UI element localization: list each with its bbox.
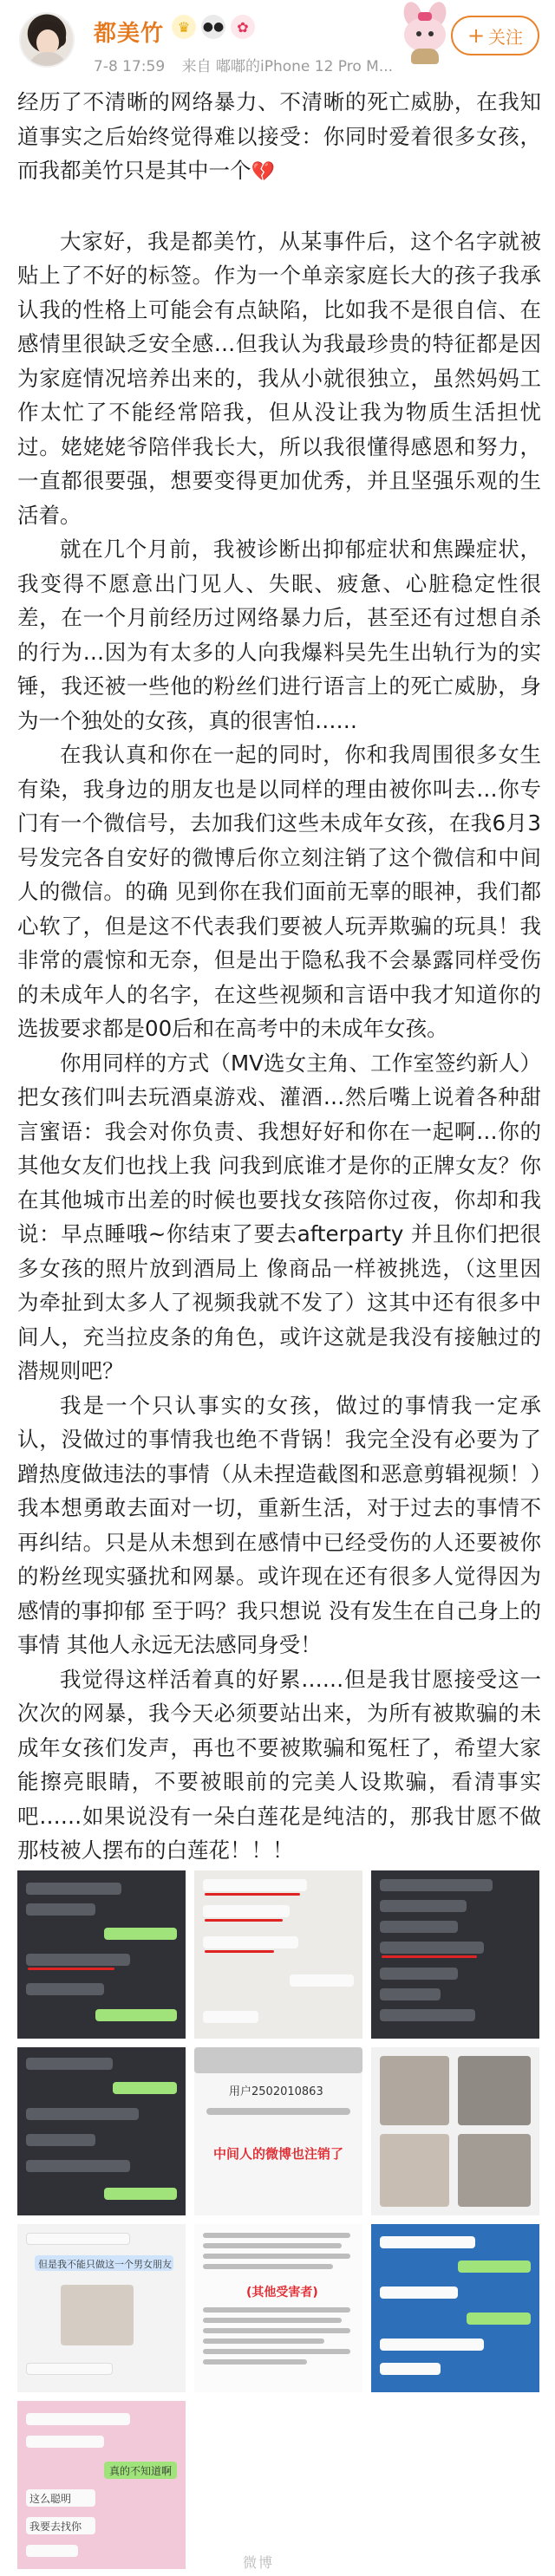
chat-bubble [95,2009,177,2021]
user-badges [172,12,255,42]
plus-icon: + [467,23,486,48]
highlight-line [205,1919,283,1922]
chat-bubble [104,1928,177,1940]
gallery-image[interactable] [17,1870,186,2039]
chat-text: 但是我不能只做这一个男女朋友 [38,2259,172,2270]
gallery-image[interactable] [17,2401,186,2569]
username[interactable]: 都美竹 [94,21,165,47]
gallery-image[interactable] [194,1870,362,2039]
chat-bubble [104,2188,177,2200]
photo-thumb [380,2134,449,2207]
text-line [203,2243,342,2248]
chat-text: 这么聪明 [29,2493,72,2505]
chat-bubble [26,1954,130,1966]
follow-label: 关注 [488,26,524,48]
chat-bubble [26,2134,95,2146]
text-line [203,2339,324,2344]
text-line [203,2264,333,2269]
chat-bubble [26,1983,104,1995]
chat-bubble [380,1921,458,1933]
chat-bubble [203,1905,290,1917]
chat-bubble [26,2545,78,2557]
post-paragraph: 你用同样的方式（MV选女主角、工作室签约新人）把女孩们叫去玩酒桌游戏、灌酒…然后嘴上说着各种甜言蜜语：我会对你负责、我想好好和你在一起啊…你的其他女友们也找上我 问我到底谁才是你的正牌女友？你在其他城市出差的时候也要找女孩陪你过夜，你却和我说：早点睡哦~你结束了要去afterparty 并且你们把很多女孩的照片放到酒局上 像商品一样被挑选，（这里因为牵扯到太多人了视频我就不发了）这其中还有很多中间人，充当拉皮条的角色，或许这就是我没有接触过的潜规则吧？ [17,1050,541,1383]
post-paragraph: 在我认真和你在一起的同时，你和我周围很多女生有染，我身边的朋友也是以同样的理由被你叫去…你专门有一个微信号，去加我们这些未成年女孩，在我6月3号发完各自安好的微博后你立刻注销了这个微信和中间人的微信。的确 见到你在我们面前无辜的眼神，我们都心软了，但是这不代表我们要被人玩弄欺骗的玩具！我非常的震惊和无奈，但是出于隐私我不会暴露同样受伤的未成年人的名字，在这些视频和言语中我才知道你的选拔要求都是00后和在高考中的未成年女孩。 [17,742,541,1041]
profile-username: 用户2502010863 [229,2085,323,2098]
post-paragraph-text: 经历了不清晰的网络暴力、不清晰的死亡威胁，在我知道事实之后始终觉得难以接受：你同时爱着很多女孩，而我都美竹只是其中一个 [17,89,541,183]
post-paragraph: 就在几个月前，我被诊断出抑郁症状和焦躁症状，我变得不愿意出门见人、失眠、疲惫、心脏稳定性很差，在一个月前经历过网络暴力后，甚至还有过想自杀的行为…因为有太多的人向我爆料吴先生出轨行为的实锤，我还被一些他的粉丝们进行语言上的死亡威胁，身为一个独处的女孩，真的很害怕…… [17,537,541,733]
text-line [203,2254,350,2259]
doll-head [404,17,446,52]
text-line [203,2307,350,2313]
doll-bow [418,12,432,21]
post-meta [94,54,393,75]
post-time: 7-8 17:59 [94,58,166,75]
text-line [203,2328,350,2333]
chat-bubble [380,1900,467,1912]
chat-bubble [203,1936,298,1948]
gallery-caption: 中间人的微博也注销了 [213,2146,344,2162]
panda-icon: ●● [201,15,225,39]
text-line [203,2233,350,2238]
crown-icon: ♛ [172,15,196,39]
chat-bubble [26,2233,130,2245]
gallery-image[interactable] [17,2224,186,2392]
doll-body [411,49,439,64]
profile-tabs [206,2108,350,2115]
chat-bubble [380,2009,475,2021]
chat-bubble [458,2261,531,2273]
gallery-image[interactable] [371,2047,539,2215]
weibo-watermark: 微博 [243,2554,275,2571]
gallery-caption: (其他受害者) [246,2286,318,2300]
highlight-line [205,1893,300,1896]
bunny-doll-sticker [399,0,451,66]
highlight-line [28,1968,114,1970]
gallery-image[interactable] [371,1870,539,2039]
doll-eye [428,31,434,36]
photo-thumb [458,2134,531,2207]
text-line [203,2359,307,2365]
post-paragraph [17,85,541,190]
chat-bubble [26,2363,113,2375]
chat-bubble [26,2413,130,2425]
post-header [0,0,555,83]
text-line [203,2349,350,2354]
follow-button[interactable] [451,16,539,55]
photo-thumb [458,2056,531,2125]
profile-banner [194,2047,362,2073]
chat-bubble [380,2236,475,2248]
gallery-image[interactable] [371,2224,539,2392]
chat-bubble [467,2313,531,2325]
chat-bubble [380,2339,484,2351]
text-line [203,2318,342,2323]
post-paragraph: 我觉得这样活着真的好累……但是我甘愿接受这一次次的网暴，我今天必须要站出来，为所有被欺骗的未成年女孩们发声，再也不要被欺骗和冤枉了，希望大家能擦亮眼睛，不要被眼前的完美人设欺骗，看清事实吧……如果说没有一朵白莲花是纯洁的，那我甘愿不做那枝被人摆布的白莲花！！！ [17,1666,541,1863]
chat-bubble [26,2108,139,2120]
highlight-line [205,1950,274,1953]
chat-bubble [380,2287,458,2299]
chat-bubble [26,2160,130,2172]
highlight-line [382,1955,477,1958]
avatar-body [28,52,68,68]
gallery-image[interactable] [17,2047,186,2215]
chat-bubble [26,2436,104,2448]
gallery-image[interactable] [194,2224,362,2392]
chat-bubble [380,2363,441,2375]
photo-thumb [380,2056,449,2125]
post-paragraph: 大家好，我是都美竹，从某事件后，这个名字就被贴上了不好的标签。作为一个单亲家庭长大的孩子我承认我的性格上可能会有点缺陷，比如我不是很自信、在感情里很缺乏安全感…但我认为我最珍贵的特征都是因为家庭情况培养出来的，我从小就很独立，虽然妈妈工作太忙了不能经常陪我，但从没让我为物质生活担忧过。姥姥姥爷陪伴我长大，所以我很懂得感恩和努力，一直都很要强，想要变得更加优秀，并且坚强乐观的生活着。 [17,228,541,528]
chat-bubble [203,2011,258,2023]
chat-bubble [26,1903,95,1916]
chat-bubble [26,1883,121,1895]
post-source[interactable]: 来自 嘟嘟的iPhone 12 Pro M... [181,58,394,75]
gallery-image[interactable] [194,2047,362,2215]
chat-bubble [26,2058,113,2070]
post-body [17,85,541,1868]
chat-bubble [380,1942,484,1954]
chat-bubble [203,1879,307,1891]
chat-text: 我要去找你 [29,2521,82,2533]
chat-bubble [380,1968,458,1980]
gift-icon: ✿ [231,15,255,39]
post-paragraph: 我是一个只认事实的女孩，做过的事情我一定承认，没做过的事情我也绝不背锅！我完全没有必要为了蹭热度做违法的事情（从未捏造截图和恶意剪辑视频！）我本想勇敢去面对一切，重新生活，对于过去的事情不再纠结。只是从未想到在感情中已经受伤的人还要被你的粉丝现实骚扰和网暴。或许现在还有很多人觉得因为感情的事抑郁 至于吗？我只想说 没有发生在自己身上的事情 其他人永远无法感同身受！ [17,1392,541,1657]
chat-bubble [380,1988,441,2000]
avatar[interactable] [19,12,75,68]
chat-bubble [290,1974,354,1987]
chat-bubble [113,2082,177,2094]
chat-bubble [380,1879,493,1891]
chat-text: 真的不知道啊 [109,2465,173,2477]
doll-eye [416,31,421,36]
photo-thumb [61,2285,134,2345]
broken-heart-icon: 💔 [251,161,275,183]
